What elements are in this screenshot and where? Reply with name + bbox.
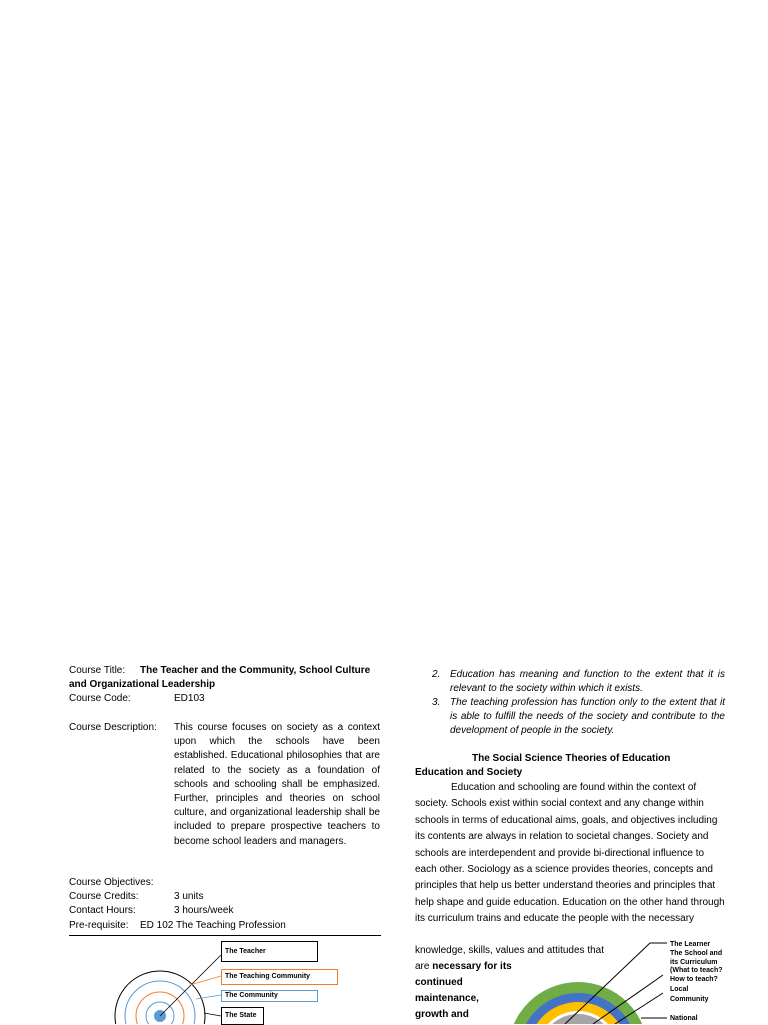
list-item-2: Education has meaning and function to the extent that it is relevant to the society within which it exists. (450, 669, 725, 695)
section-subheading: Education and Society (415, 767, 523, 778)
course-objectives-label: Course Objectives: (69, 877, 154, 888)
course-code-value: ED103 (174, 693, 205, 704)
course-credits-value: 3 units (174, 891, 204, 902)
connector-teacher (160, 955, 221, 1016)
connector-state (204, 1013, 221, 1016)
list-item-3: The teaching profession has function only to the extent that it is able to fulfill the needs of the society and contribute to the development of people in the society. (450, 697, 725, 737)
course-title-label: Course Title: (69, 665, 126, 676)
wrap-line-2-normal: are (415, 961, 433, 972)
list-item-number-2: 2. (432, 669, 441, 680)
contact-hours-label: Contact Hours: (69, 905, 136, 916)
prerequisite-value: ED 102 The Teaching Profession (140, 920, 286, 931)
wrap-line-3: continued (415, 977, 463, 988)
wrap-line-5: growth and (415, 1009, 469, 1020)
course-description-label: Course Description: (69, 722, 157, 733)
box-the-state: The State (221, 1007, 264, 1025)
prerequisite-label: Pre-requisite: (69, 920, 129, 931)
list-item-number-3: 3. (432, 697, 441, 708)
concentric-circles-diagram (100, 955, 230, 1024)
box-teaching-community: The Teaching Community (221, 969, 338, 985)
contact-hours-value: 3 hours/week (174, 905, 234, 916)
course-title-value-line2: and Organizational Leadership (69, 679, 216, 690)
label-local-community: Local Community (670, 986, 709, 1003)
course-code-label: Course Code: (69, 693, 131, 704)
box-the-community: The Community (221, 990, 318, 1002)
label-national: National (670, 1015, 698, 1022)
wrap-line-4: maintenance, (415, 993, 479, 1004)
course-credits-label: Course Credits: (69, 891, 139, 902)
connector-teaching-community (190, 976, 221, 985)
course-description-text: This course focuses on society as a context upon which the schools have been established. Educational philosophies that are related to the society as a foundation of schools and schooling shall be emphasized. Further, principles and theories on school culture, and organizational leadership shall be included to prepare prospective teachers to become school leaders and managers. (174, 722, 380, 847)
label-the-learner: The Learner (670, 941, 711, 948)
section-divider (69, 935, 381, 936)
wrap-line-2-bold: necessary for its (432, 961, 512, 972)
course-title-value-line1: The Teacher and the Community, School Culture (140, 665, 371, 676)
box-the-teacher: The Teacher (221, 941, 318, 962)
section-paragraph-text: Education and schooling are found within the context of society. Schools exist within social context and any change within schools in terms of educational aims, goals, and objectives including its contents are always in relation to societal changes. Society and schools are interdependent and provide bi-directional influence to each other. Sociology as a science provides theories, concepts and principles that help us better understand theories and principles that help shape and guide education. Education on the other hand through its curriculum trains and educate the people with the necessary (415, 782, 725, 925)
wrap-line-1: knowledge, skills, values and attitudes that (415, 945, 604, 956)
wrap-line-2 (415, 959, 512, 975)
label-school-curriculum: The School and its Curriculum (What to teach? How to teach? (670, 950, 723, 983)
section-heading: The Social Science Theories of Education (472, 753, 671, 764)
section-paragraph (415, 780, 727, 928)
